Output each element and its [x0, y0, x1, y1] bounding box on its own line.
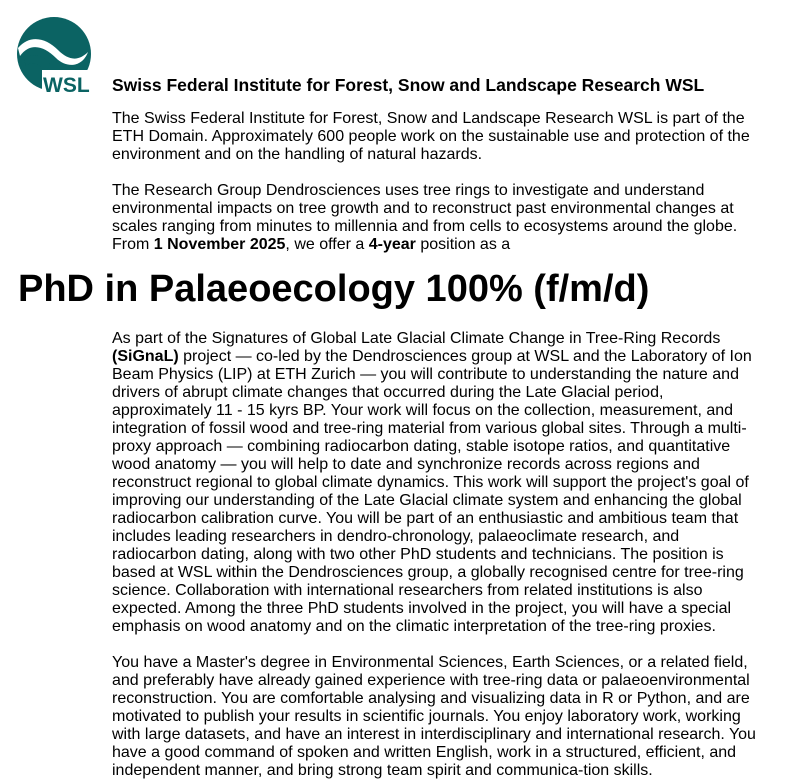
text-line	[112, 564, 752, 582]
text-segment: environment and on the handling of natural hazards.	[112, 146, 483, 163]
paragraph-institute-intro	[112, 110, 750, 164]
text-segment: radiocarbon dating, along with two other PhD students and technicians. The position is	[112, 546, 724, 563]
text-segment: integration of fossil wood and tree-ring material from various global sites. Through a multi-	[112, 420, 747, 437]
text-segment: project — co-led by the Dendrosciences group at WSL and the Laboratory of Ion	[178, 348, 752, 365]
text-line	[112, 218, 737, 236]
text-segment: radiocarbon calibration curve. You will be part of an enthusiastic and ambitious team that	[112, 510, 739, 527]
text-segment: expected. Among the three PhD students involved in the project, you will have a special	[112, 600, 732, 617]
text-segment: science. Collaboration with international researchers from related institutions is also	[112, 582, 703, 599]
text-line	[112, 182, 737, 200]
wsl-logo	[16, 16, 92, 96]
text-line	[112, 402, 752, 420]
paragraph-project-description	[112, 330, 752, 636]
text-segment: scales ranging from minutes to millennia and from cells to ecosystems around the globe.	[112, 218, 738, 235]
text-segment: have a good command of spoken and written English, work in a structured, efficient, and	[112, 744, 737, 761]
text-segment: includes leading researchers in dendro-chronology, palaeoclimate research, and	[112, 528, 680, 545]
text-segment: independent manner, and bring strong team spirit and communica-tion skills.	[112, 762, 653, 779]
text-line	[112, 348, 752, 366]
text-segment: drivers of abrupt climate changes that occurred during the Late Glacial period,	[112, 384, 664, 401]
text-line	[112, 474, 752, 492]
text-line	[112, 546, 752, 564]
text-segment: You have a Master's degree in Environmental Sciences, Earth Sciences, or a related field,	[112, 654, 748, 671]
bold-text: 4-year	[368, 236, 416, 253]
logo-text: WSL	[43, 74, 90, 96]
text-line	[112, 456, 752, 474]
text-line	[112, 200, 737, 218]
text-segment: The Research Group Dendrosciences uses tree rings to investigate and understand	[112, 182, 705, 199]
text-segment: reconstruction. You are comfortable analysing and visualizing data in R or Python, and are	[112, 690, 750, 707]
text-line	[112, 528, 752, 546]
job-title: PhD in Palaeoecology 100% (f/m/d)	[18, 268, 650, 310]
text-line	[112, 384, 752, 402]
text-line	[112, 672, 756, 690]
text-line	[112, 110, 750, 128]
text-line	[112, 146, 750, 164]
paragraph-requirements	[112, 654, 756, 780]
text-line	[112, 654, 756, 672]
text-segment: approximately 11 - 15 kyrs BP. Your work will focus on the collection, measurement, and	[112, 402, 734, 419]
text-segment: motivated to publish your results in scientific journals. You enjoy laboratory work, working	[112, 708, 741, 725]
bold-text: (SiGnaL)	[112, 348, 179, 365]
text-line	[112, 762, 756, 780]
text-line	[112, 420, 752, 438]
text-line	[112, 128, 750, 146]
text-segment: position as a	[415, 236, 511, 253]
text-segment: From	[112, 236, 154, 253]
text-segment: environmental impacts on tree growth and to reconstruct past environmental changes at	[112, 200, 734, 217]
text-segment: based at WSL within the Dendrosciences group, a globally recognised centre for tree-ring	[112, 564, 744, 581]
text-segment: The Swiss Federal Institute for Forest, Snow and Landscape Research WSL is part of the	[112, 110, 745, 127]
text-line	[112, 236, 737, 254]
text-line	[112, 366, 752, 384]
text-segment: emphasis on wood anatomy and on the climatic interpretation of the tree-ring proxies.	[112, 618, 716, 635]
text-line	[112, 600, 752, 618]
text-segment: with large datasets, and have an interest in interdisciplinary and international research. You	[112, 726, 756, 743]
text-line	[112, 618, 752, 636]
text-segment: proxy approach — combining radiocarbon dating, stable isotope ratios, and quantitative	[112, 438, 731, 455]
text-line	[112, 708, 756, 726]
text-segment: and preferably have already gained experience with tree-ring data or palaeoenvironmental	[112, 672, 750, 689]
text-line	[112, 438, 752, 456]
bold-text: 1 November 2025	[153, 236, 286, 253]
text-segment: ETH Domain. Approximately 600 people work on the sustainable use and protection of the	[112, 128, 750, 145]
text-segment: As part of the Signatures of Global Late Glacial Climate Change in Tree-Ring Records	[112, 330, 721, 347]
paragraph-research-group	[112, 182, 737, 254]
text-segment: Beam Physics (LIP) at ETH Zurich — you will contribute to understanding the nature and	[112, 366, 739, 383]
text-line	[112, 744, 756, 762]
text-line	[112, 582, 752, 600]
text-line	[112, 330, 752, 348]
text-segment: improving our understanding of the Late Glacial climate system and enhancing the global	[112, 492, 742, 509]
text-line	[112, 690, 756, 708]
text-segment: wood anatomy — you will help to date and synchronize records across regions and	[112, 456, 700, 473]
organization-heading: Swiss Federal Institute for Forest, Snow and Landscape Research WSL	[112, 75, 705, 95]
text-line	[112, 510, 752, 528]
text-line	[112, 726, 756, 744]
text-line	[112, 492, 752, 510]
text-segment: reconstruct regional to global climate dynamics. This work will support the project's goal of	[112, 474, 749, 491]
text-segment: , we offer a	[285, 236, 369, 253]
